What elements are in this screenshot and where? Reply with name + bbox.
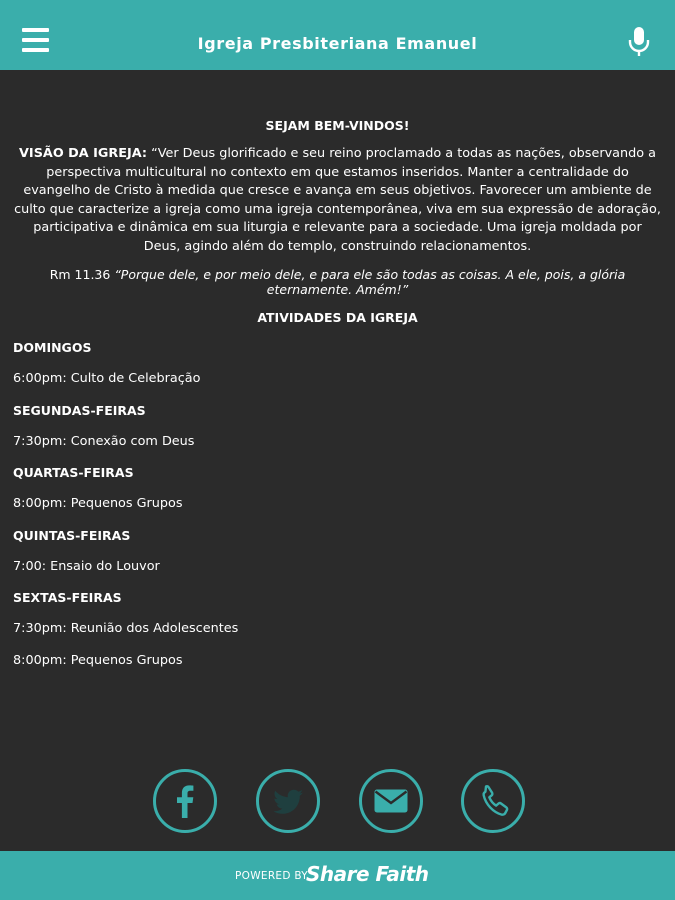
phone-icon (464, 772, 522, 830)
social-links (0, 769, 675, 831)
bible-verse (13, 267, 662, 297)
vision-text: “Ver Deus glorificado e seu reino proclamado a todas as nações, observando a perspectiva multicultural no contexto em que estamos inseridos. Manter a centralidade do evangelho de Cristo à medida que cresce e avança em seus objetivos. Favorecer um ambiente de culto que caracterize a igreja como uma igreja contemporânea, viva em sua expressão de adoração, participativa e dinâmica em sua liturgia e relevante para a sociedade. Uma igreja moldada por Deus, agindo além do templo, construindo relacionamentos. (14, 146, 661, 254)
activities-heading: ATIVIDADES DA IGREJA (257, 310, 418, 325)
schedule-event: 7:30pm: Conexão com Deus (13, 433, 195, 449)
microphone-button[interactable] (626, 26, 652, 58)
schedule-day: QUARTAS-FEIRAS (13, 465, 134, 480)
email-button[interactable] (359, 769, 423, 833)
welcome-heading: SEJAM BEM-VINDOS! (265, 118, 410, 133)
schedule-day: SEXTAS-FEIRAS (13, 590, 122, 605)
vision-label: VISÃO DA IGREJA: (19, 146, 148, 161)
app-footer (0, 851, 675, 900)
facebook-icon (156, 772, 214, 830)
schedule-event: 7:00: Ensaio do Louvor (13, 558, 160, 574)
schedule-day: QUINTAS-FEIRAS (13, 527, 131, 543)
sharefaith-logo[interactable]: Share Faith (306, 862, 429, 886)
powered-by-label: POWERED BY (235, 870, 309, 882)
facebook-button[interactable] (153, 769, 217, 833)
schedule-list (13, 340, 662, 684)
schedule-event: 8:00pm: Pequenos Grupos (13, 652, 183, 668)
verse-text: “Porque dele, e por meio dele, e para ele são todas as coisas. A ele, pois, a glória eternamente. Amém!” (114, 267, 626, 297)
welcome-content (13, 118, 662, 684)
schedule-event: 8:00pm: Pequenos Grupos (13, 496, 183, 511)
schedule-event: 6:00pm: Culto de Celebração (13, 371, 201, 386)
app-title: Igreja Presbiteriana Emanuel (197, 34, 478, 53)
twitter-icon (259, 772, 317, 830)
email-icon (362, 772, 420, 830)
schedule-day: SEGUNDAS-FEIRAS (13, 402, 146, 418)
schedule-day: DOMINGOS (13, 340, 92, 355)
vision-paragraph (13, 145, 662, 256)
app-header (0, 0, 675, 70)
microphone-icon (626, 26, 652, 58)
verse-reference: Rm 11.36 (49, 267, 115, 282)
schedule-event: 7:30pm: Reunião dos Adolescentes (13, 621, 239, 636)
twitter-button[interactable] (256, 769, 320, 833)
phone-button[interactable] (461, 769, 525, 833)
